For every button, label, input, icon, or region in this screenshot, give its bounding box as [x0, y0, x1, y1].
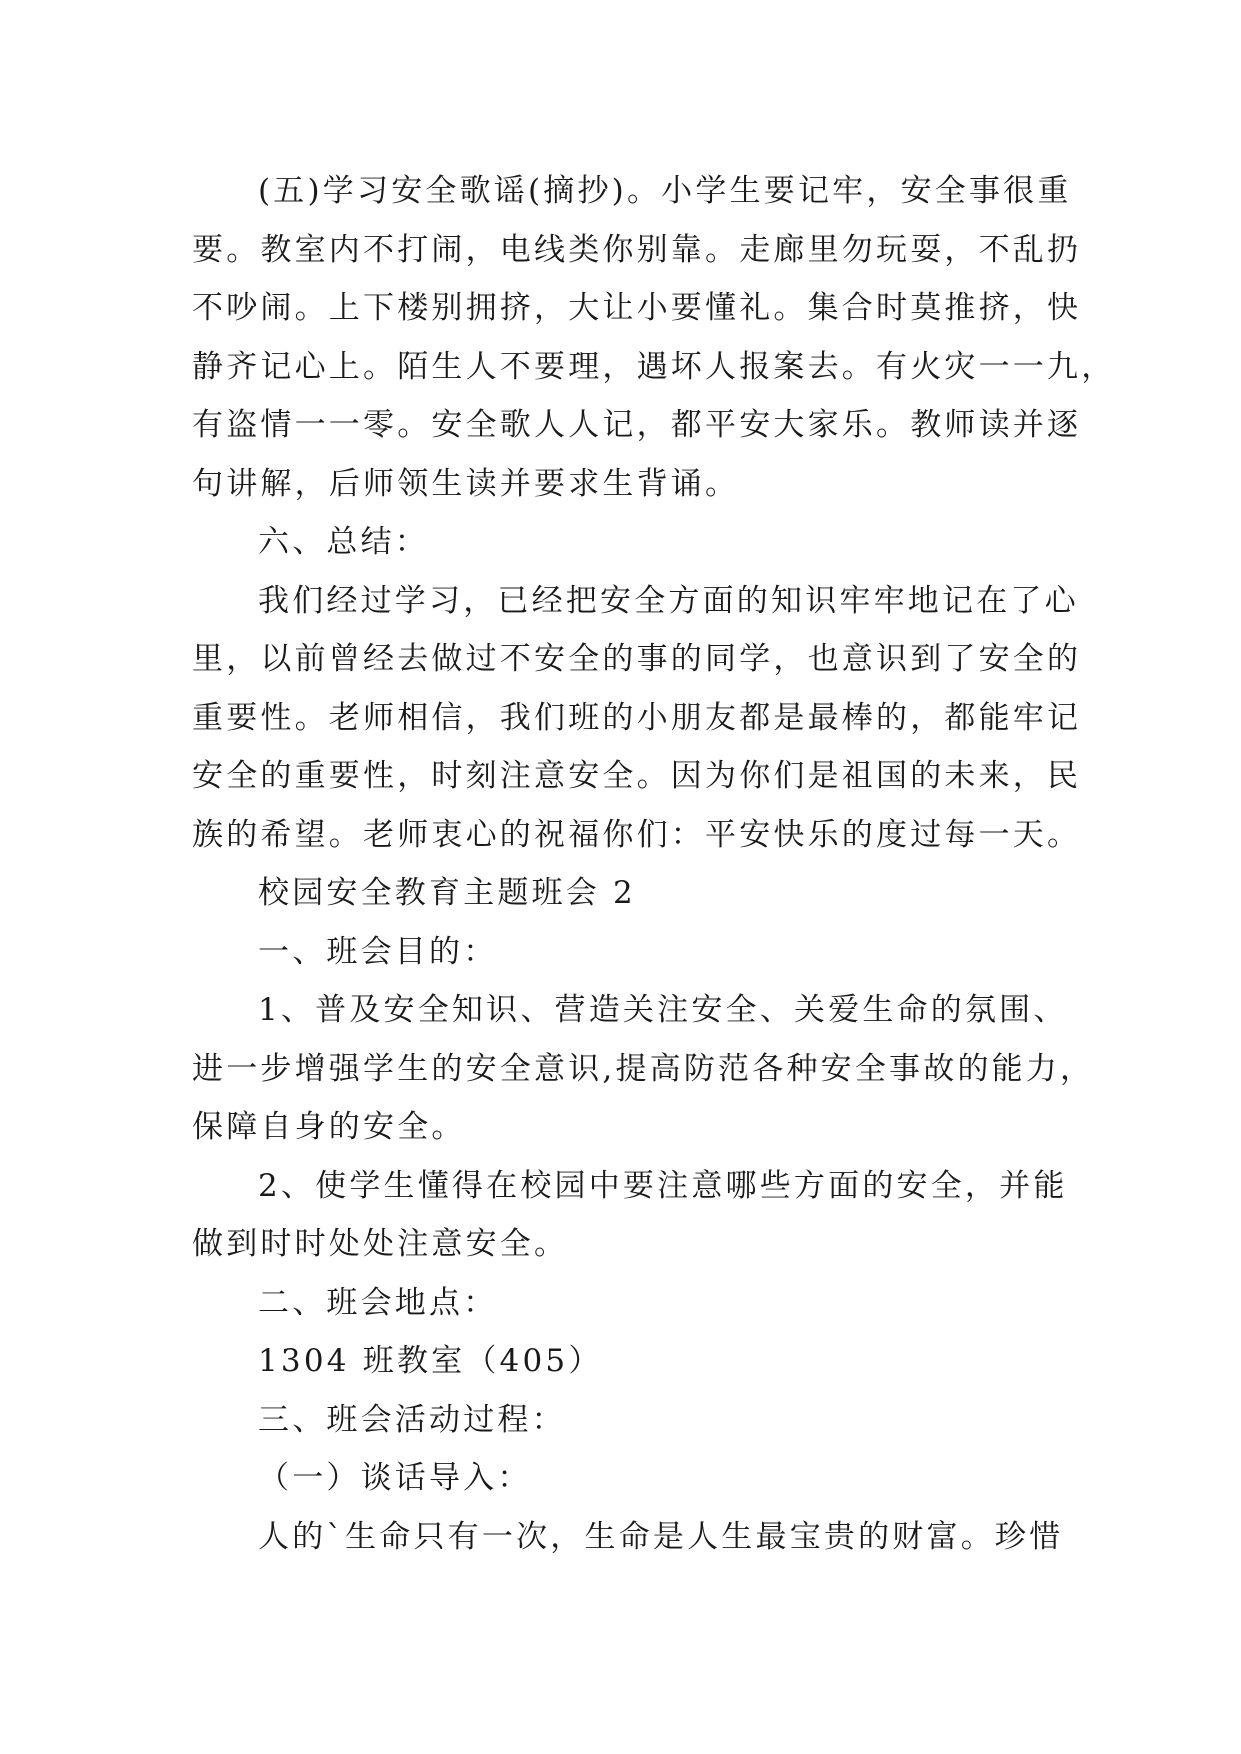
text-line: 六、总结： [258, 524, 429, 560]
text-line: 重要性。老师相信，我们班的小朋友都是最棒的，都能牢记 [192, 699, 1082, 736]
text-line: 静齐记心上。陌生人不要理，遇坏人报案去。有火灾一一九， [192, 348, 1116, 385]
heading-location [192, 1274, 1050, 1333]
text-line: 1、普及安全知识、营造关注安全、关爱生命的氛围、 [258, 992, 1068, 1028]
paragraph-safety-song [192, 162, 1116, 513]
text-line: 三、班会活动过程： [258, 1401, 566, 1438]
text-line: 有盗情一一零。安全歌人人记，都平安大家乐。教师读并逐 [192, 407, 1082, 443]
text-line: 2、使学生懂得在校园中要注意哪些方面的安全，并能 [258, 1167, 1068, 1204]
text-line: 一、班会目的： [258, 933, 498, 970]
text-line: 里，以前曾经去做过不安全的事的同学，也意识到了安全的 [192, 641, 1082, 677]
document-body [192, 162, 1116, 1566]
text-line: 人的`生命只有一次，生命是人生最宝贵的财富。珍惜 [258, 1518, 1064, 1555]
text-line: 二、班会地点： [258, 1284, 498, 1321]
paragraph-summary [192, 572, 1082, 865]
text-line: 我们经过学习，已经把安全方面的知识牢牢地记在了心 [258, 582, 1079, 619]
heading-process [192, 1391, 1050, 1450]
text-line: 1304 班教室（405） [258, 1343, 603, 1379]
text-line: 句讲解，后师领生读并要求生背诵。 [192, 465, 740, 502]
text-line: 进一步增强学生的安全意识,提高防范各种安全事故的能力， [192, 1050, 1095, 1087]
text-line: 要。教室内不打闹，电线类你别靠。走廊里勿玩耍，不乱扔 [192, 231, 1082, 268]
text-line: 校园安全教育主题班会 2 [258, 875, 636, 911]
text-line: 安全的重要性，时刻注意安全。因为你们是祖国的未来，民 [192, 758, 1082, 794]
text-line: 不吵闹。上下楼别拥挤，大让小要懂礼。集合时莫推挤，快 [192, 290, 1082, 326]
heading-intro [192, 1449, 1050, 1508]
heading-summary [192, 513, 1050, 572]
text-line: （一）谈话导入： [258, 1460, 532, 1496]
text-line: 族的希望。老师衷心的祝福你们：平安快乐的度过每一天。 [192, 816, 1082, 853]
text-line: 保障自身的安全。 [192, 1109, 466, 1145]
paragraph-intro [192, 1508, 1064, 1567]
list-item-purpose-2 [192, 1157, 1068, 1274]
text-line: 做到时时处处注意安全。 [192, 1226, 569, 1262]
list-item-purpose-1 [192, 981, 1095, 1157]
section-title [192, 864, 1050, 923]
paragraph-location [192, 1332, 1050, 1391]
heading-purpose [192, 923, 1050, 982]
text-line: (五)学习安全歌谣(摘抄)。小学生要记牢，安全事很重 [258, 173, 1072, 209]
